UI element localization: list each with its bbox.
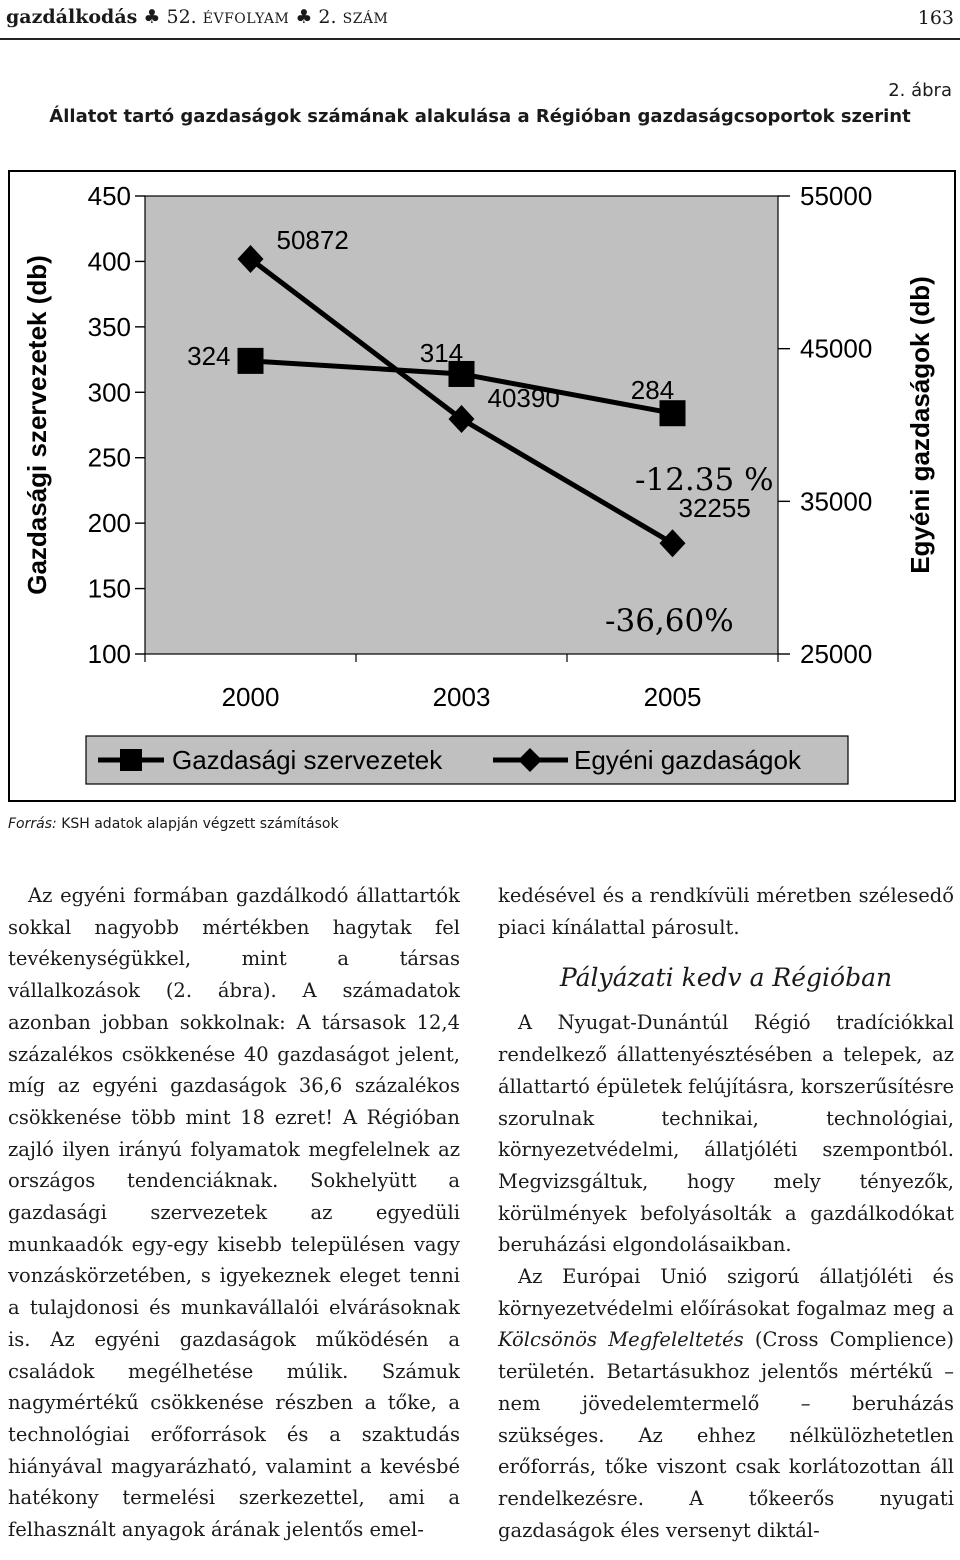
x-axis-tick-label: 2000 — [221, 682, 280, 712]
paragraph: Az egyéni formában gazdálkodó állattartók sokkal nagyobb mértékben hagytak fel tevékenységükkel, mint a társas vállalkozások (2. ábra). A számadatok azonban jobban sokkolnak: A társasok 12,4 százalékos csökkenése 40 gazdaságot jelent, míg az egyéni gazdaságok 36,6 százalékos csökkenése több mint 18 ezret! A Régióban zajló ilyen irányú folyamatok megfelelnek az országos tendenciáknak. Sokhelyütt a gazdasági szervezetek az egyedüli munkaadók egy-egy kisebb településen vagy vonzáskörzetében, s igyekeznek eleget tenni a tulajdonosi és munkavállalói elvárásoknak is. Az egyéni gazdaságok működésén a családok megélhetése múlik. Számuk nagymértékű csökkenése részben a tőke, a technológiai erőforrások és a szaktudás hiányával magyarázható, valamint a kevésbé hatékony termelési szerkezettel, ami a felhasznált anyagok árának jelentős emel- — [8, 884, 460, 1542]
data-label: 40390 — [487, 383, 560, 414]
line-chart — [8, 170, 956, 802]
paragraph: A Nyugat-Dunántúl Régió tradíciókkal rendelkező állattenyésztésében a telepek, az állattartó épületek felújításra, korszerűsítésre szorulnak technikai, technológiai, környezetvédelmi, állatjóléti szempontból. Megvizsgáltuk, hogy mely tényezők, körülmények befolyásolták a gazdálkodókat beruházási elgondolásaikban. — [498, 1011, 954, 1257]
right-axis-tick-label: 25000 — [800, 639, 873, 669]
figure-number: 2. ábra — [888, 80, 952, 101]
club-icon: ♣ — [295, 6, 313, 28]
source-label: Forrás: — [8, 816, 57, 832]
x-axis-tick-label: 2005 — [643, 682, 702, 712]
legend-label: Gazdasági szervezetek — [172, 745, 443, 775]
figure-source — [8, 816, 339, 832]
running-head — [6, 6, 388, 28]
legend-marker-square — [120, 749, 142, 771]
left-axis-tick-label: 450 — [87, 181, 131, 211]
emphasis-text: Kölcsönös Megfeleltetés — [498, 1328, 744, 1352]
source-text: KSH adatok alapján végzett számítások — [61, 816, 339, 832]
right-axis-title: Egyéni gazdaságok (db) — [905, 276, 935, 574]
data-label: 50872 — [276, 225, 349, 256]
page-number: 163 — [917, 7, 954, 29]
magazine-name: gazdálkodás — [6, 6, 138, 28]
paragraph-text: (Cross Complience) területén. Betartásukhoz jelentős mértékű – nem jövedelemtermelő – beruházás szükséges. Az ehhez nélkülözhetetlen erőforrás, tőke viszont csak korlátozottan áll rendelkezésre. A tőkeerős nyugati gazdaságok éles versenyt diktál- — [498, 1328, 954, 1542]
left-axis-tick-label: 350 — [87, 311, 131, 342]
data-label: 32255 — [678, 493, 751, 524]
left-axis-title: Gazdasági szervezetek (db) — [22, 255, 52, 595]
left-axis-tick-label: 400 — [87, 246, 131, 277]
chart-container — [8, 170, 956, 802]
paragraph-text: Az Európai Unió szigorú állatjóléti és környezetvédelmi előírásokat fogalmaz meg a — [498, 1265, 954, 1320]
annotation-percent-change: -36,60% — [605, 603, 734, 639]
left-column — [8, 880, 460, 1546]
left-axis-tick-label: 300 — [87, 377, 131, 408]
volume-number: 52. — [166, 6, 197, 28]
left-axis-tick-label: 200 — [87, 508, 131, 539]
issue-number: 2. — [318, 6, 337, 28]
right-column — [498, 880, 954, 1546]
right-axis-tick-label: 55000 — [800, 181, 873, 211]
data-label: 314 — [419, 337, 464, 368]
issue-word: SZÁM — [342, 11, 389, 27]
right-axis-tick-label: 45000 — [800, 333, 873, 364]
left-axis-tick-label: 150 — [87, 573, 131, 604]
data-label: 284 — [630, 375, 675, 406]
section-heading: Pályázati kedv a Régióban — [559, 963, 893, 993]
annotation-percent-change: -12.35 % — [635, 462, 774, 498]
data-point-square — [238, 348, 264, 374]
right-axis-tick-label: 35000 — [800, 486, 873, 517]
left-axis-tick-label: 250 — [87, 442, 131, 473]
volume-word: ÉVFOLYAM — [202, 11, 290, 27]
page-header — [6, 4, 954, 34]
legend-label: Egyéni gazdaságok — [574, 745, 801, 775]
paragraph-continuation: kedésével és a rendkívüli méretben szélesedő piaci kínálattal párosult. — [498, 884, 954, 939]
paragraph — [498, 1261, 954, 1546]
figure-title: Állatot tartó gazdaságok számának alakulása a Régióban gazdaságcsoportok szerint — [49, 106, 911, 127]
x-axis-tick-label: 2003 — [432, 682, 491, 712]
left-axis-tick-label: 100 — [87, 639, 131, 669]
data-label: 324 — [187, 340, 231, 371]
header-rule — [0, 38, 960, 40]
club-icon: ♣ — [143, 6, 161, 28]
